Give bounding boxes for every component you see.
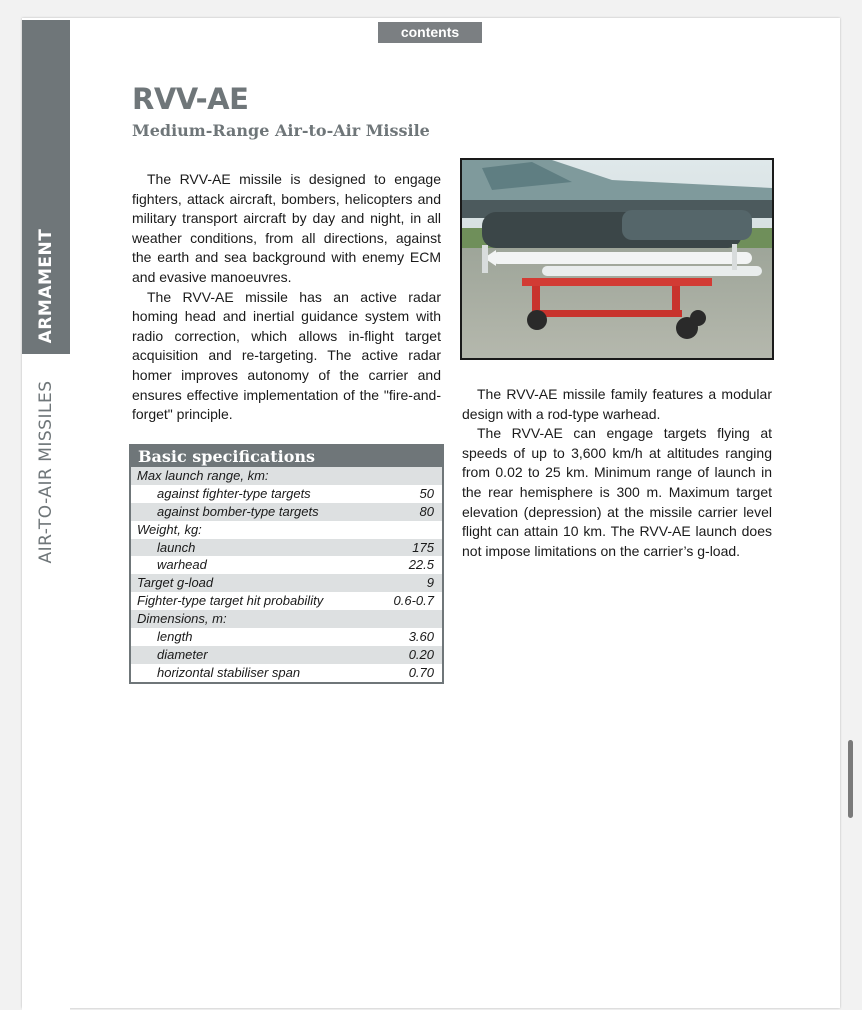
contents-button[interactable]: contents: [378, 22, 482, 43]
section-sidebar: [22, 20, 70, 1010]
scrollbar-thumb[interactable]: [848, 740, 853, 818]
paragraph: The RVV-AE missile family features a modular design with a rod-type warhead.: [462, 386, 772, 422]
table-row: against fighter-type targets 50: [157, 485, 434, 501]
page-title: RVV-AE: [132, 82, 249, 116]
table-row: Dimensions, m:: [131, 610, 442, 628]
table-row: diameter 0.20: [131, 646, 442, 664]
specifications-table: [129, 444, 444, 684]
body-column-right: [462, 385, 772, 561]
table-row: Max launch range, km:: [131, 467, 442, 485]
table-row: Fighter-type target hit probability 0.6-0.7: [137, 593, 434, 609]
paragraph: The RVV-AE missile is designed to engage fighters, attack aircraft, bombers, helicopters and military transport aircraft by day and night, in all weather conditions, from all directions, against the earth and sea background with enemy ECM and evasive manoeuvres.: [132, 171, 441, 285]
page-subtitle: Medium-Range Air-to-Air Missile: [132, 121, 430, 140]
missile-photo: [460, 158, 774, 360]
sidebar-subsection-label: AIR-TO-AIR MISSILES: [36, 380, 56, 564]
table-row: Weight, kg:: [137, 521, 202, 537]
sidebar-section-label: ARMAMENT: [36, 228, 56, 344]
table-row: Target g-load 9: [131, 574, 442, 592]
table-row: warhead 22.5: [157, 557, 434, 573]
paragraph: The RVV-AE can engage targets flying at speeds of up to 3,600 km/h at altitudes ranging from 0.02 to 25 km. Minimum range of launch in the rear hemisphere is 300 m. Maximum target elevation (depression) at the missile carrier level flight can attain 10 km. The RVV-AE launch does not impose limitations on the carrier’s g-load.: [462, 425, 772, 559]
body-column-left: [132, 170, 441, 425]
paragraph: The RVV-AE missile has an active radar homing head and inertial guidance system with radio correction, which allows in-flight target acquisition and re-targeting. The active radar homer improves autonomy of the carrier and ensures effective implementation of the "fire-and-forget" principle.: [132, 288, 441, 423]
table-row: length 3.60: [157, 629, 434, 645]
specifications-title: Basic specifications: [131, 446, 442, 467]
document-page: [22, 18, 840, 1008]
table-row: horizontal stabiliser span 0.70: [157, 664, 434, 680]
table-row: against bomber-type targets 80: [131, 503, 442, 521]
table-row: launch 175: [131, 539, 442, 557]
